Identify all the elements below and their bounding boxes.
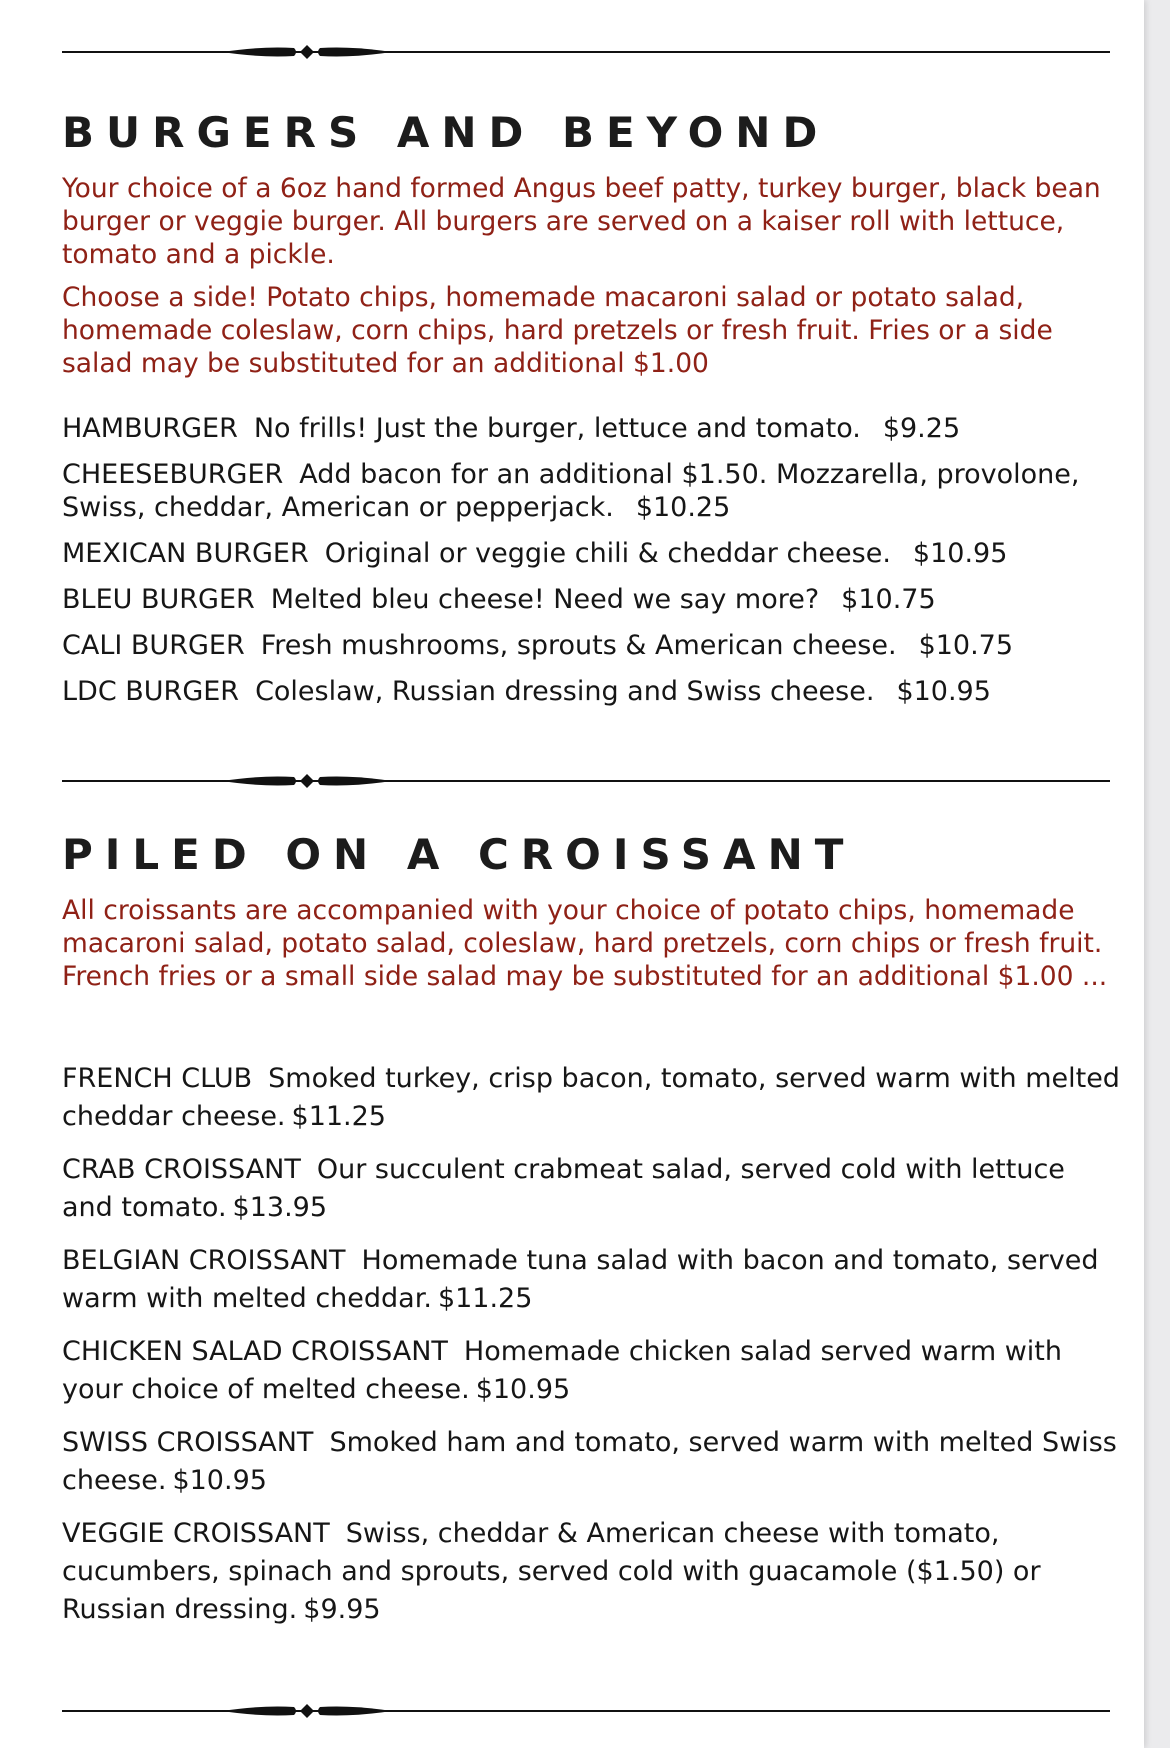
- item-price: $10.75: [918, 630, 1014, 661]
- menu-item: [62, 1424, 1122, 1500]
- menu-item: [62, 458, 1122, 524]
- item-price: $13.95: [232, 1192, 328, 1223]
- item-price: $11.25: [437, 1283, 533, 1314]
- item-description: Smoked ham and tomato, served warm with melted Swiss cheese.: [62, 1427, 1117, 1496]
- menu-item: [62, 1333, 1122, 1409]
- item-price: $9.25: [882, 413, 961, 444]
- ornamental-divider: [62, 769, 1110, 793]
- divider-ornament-icon: [62, 40, 1110, 64]
- item-name: BELGIAN CROISSANT: [62, 1245, 346, 1276]
- item-price: $9.95: [303, 1594, 381, 1625]
- item-price: $11.25: [291, 1101, 386, 1132]
- intro-paragraph: All croissants are accompanied with your choice of potato chips, homemade macaroni salad, potato salad, coleslaw, hard pretzels, corn chips or fresh fruit. French fries or a small side salad may be substituted for an additional $1.00 ...: [62, 895, 1108, 992]
- item-name: CALI BURGER: [62, 630, 245, 661]
- item-name: BLEU BURGER: [62, 584, 255, 615]
- item-description: Melted bleu cheese! Need we say more?: [270, 584, 820, 615]
- item-price: $10.95: [912, 538, 1008, 569]
- section-title: PILED ON A CROISSANT: [62, 830, 856, 879]
- item-name: MEXICAN BURGER: [62, 538, 309, 569]
- menu-item: [62, 583, 1122, 616]
- menu-item: [62, 675, 1122, 708]
- item-name: CHICKEN SALAD CROISSANT: [62, 1336, 448, 1367]
- menu-item: [62, 1242, 1122, 1318]
- menu-item: [62, 1515, 1122, 1629]
- item-name: HAMBURGER: [62, 413, 238, 444]
- item-description: Our succulent crabmeat salad, served cold with lettuce and tomato.: [62, 1154, 1065, 1223]
- ornamental-divider: [62, 1699, 1110, 1723]
- section-intro: [62, 894, 1122, 993]
- item-description: Homemade tuna salad with bacon and tomato, served warm with melted cheddar.: [62, 1245, 1099, 1314]
- intro-paragraph: Choose a side! Potato chips, homemade macaroni salad or potato salad, homemade coleslaw, corn chips, hard pretzels or fresh fruit. Fries or a side salad may be substituted for an additional $1.00: [62, 282, 1053, 379]
- intro-paragraph: Your choice of a 6oz hand formed Angus beef patty, turkey burger, black bean burger or veggie burger. All burgers are served on a kaiser roll with lettuce, tomato and a pickle.: [62, 173, 1101, 270]
- menu-items-list: [62, 1060, 1122, 1644]
- item-name: SWISS CROISSANT: [62, 1427, 314, 1458]
- menu-item: [62, 1060, 1122, 1136]
- item-name: CHEESEBURGER: [62, 459, 284, 490]
- section-title: BURGERS AND BEYOND: [62, 108, 830, 157]
- item-name: FRENCH CLUB: [62, 1063, 253, 1094]
- item-price: $10.95: [896, 676, 991, 707]
- item-description: Homemade chicken salad served warm with your choice of melted cheese.: [62, 1336, 1062, 1405]
- item-price: $10.95: [475, 1374, 571, 1405]
- item-description: Smoked turkey, crisp bacon, tomato, served warm with melted cheddar cheese.: [62, 1063, 1120, 1132]
- item-price: $10.25: [635, 492, 731, 523]
- menu-item: [62, 412, 1122, 445]
- item-description: Fresh mushrooms, sprouts & American cheese.: [260, 630, 897, 661]
- item-description: Coleslaw, Russian dressing and Swiss cheese.: [255, 676, 875, 707]
- item-name: CRAB CROISSANT: [62, 1154, 301, 1185]
- menu-item: [62, 1151, 1122, 1227]
- item-price: $10.95: [172, 1465, 267, 1496]
- ornamental-divider: [62, 40, 1110, 64]
- item-name: VEGGIE CROISSANT: [62, 1518, 330, 1549]
- item-description: Swiss, cheddar & American cheese with tomato, cucumbers, spinach and sprouts, served cold with guacamole ($1.50) or Russian dressing.: [62, 1518, 1041, 1625]
- item-description: Original or veggie chili & cheddar cheese.: [324, 538, 891, 569]
- menu-items-list: [62, 412, 1122, 721]
- menu-item: [62, 629, 1122, 662]
- item-price: $10.75: [841, 584, 936, 615]
- divider-ornament-icon: [62, 769, 1110, 793]
- menu-item: [62, 537, 1122, 570]
- item-description: No frills! Just the burger, lettuce and tomato.: [253, 413, 861, 444]
- section-intro: [62, 172, 1122, 380]
- item-description: Add bacon for an additional $1.50. Mozzarella, provolone, Swiss, cheddar, American or pepperjack.: [62, 459, 1080, 523]
- divider-ornament-icon: [62, 1699, 1110, 1723]
- item-name: LDC BURGER: [62, 676, 240, 707]
